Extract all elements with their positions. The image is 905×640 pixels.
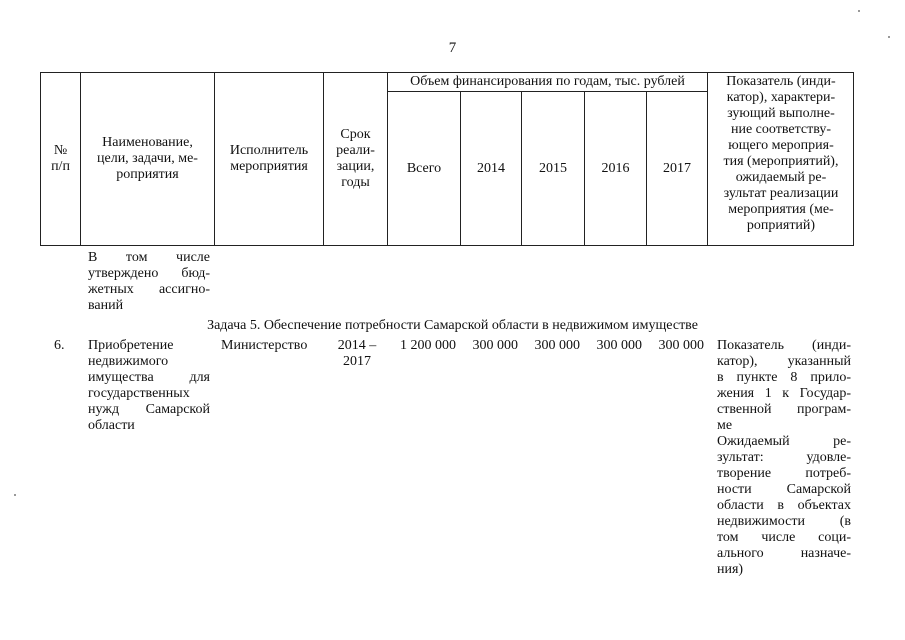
header-year-2014: 2014 — [477, 160, 505, 176]
header-executor: Исполнитель мероприятия — [229, 143, 309, 174]
row-2014: 300 000 — [472, 338, 518, 353]
header-indicator: Показатель (инди- катор), характери- зующий выполне- ние соответству- ющего мероприя- тия (мероприятий), ожидаемый ре- зультат реализации мероприятия (ме- роприятий) — [723, 74, 839, 233]
header-num: № п/п — [51, 143, 70, 174]
row-2016: 300 000 — [596, 338, 642, 353]
header-total: Всего — [406, 160, 442, 176]
row-2017: 300 000 — [658, 338, 704, 353]
row-indicator: Показатель (инди- катор), указанный в пункте 8 прило- жения 1 к Государ- ственной програм- ме Ожидаемый ре- зультат: удовле- творение потреб- ности Самарской области в объектах недвижимости (в том числе соци- ального назначе- ния) — [717, 338, 851, 577]
scan-dot — [14, 494, 16, 496]
table-header — [40, 72, 854, 246]
scan-dot — [888, 36, 890, 38]
task-heading: Задача 5. Обеспечение потребности Самарской области в недвижимом имуществе — [207, 318, 698, 333]
page-number: 7 — [448, 40, 457, 56]
row-term: 2014 – 2017 — [337, 338, 377, 369]
header-year-2017: 2017 — [663, 160, 691, 176]
scan-dot — [858, 10, 860, 12]
row-name: Приобретение недвижимого имущества для государственных нужд Самарской области — [88, 338, 210, 433]
header-funding-group: Объем финансирования по годам, тыс. рублей — [410, 74, 685, 89]
row-total: 1 200 000 — [400, 338, 456, 353]
row-number: 6. — [54, 338, 65, 353]
header-term: Срок реали- зации, годы — [336, 127, 375, 190]
header-year-2016: 2016 — [601, 160, 630, 176]
row-2015: 300 000 — [534, 338, 580, 353]
row-executor: Министерство — [221, 338, 308, 353]
approved-budget-note: В том числе утверждено бюд- жетных ассигно- ваний — [88, 250, 210, 313]
header-name: Наименование, цели, задачи, ме- роприятия — [97, 135, 198, 182]
header-year-2015: 2015 — [539, 160, 567, 176]
